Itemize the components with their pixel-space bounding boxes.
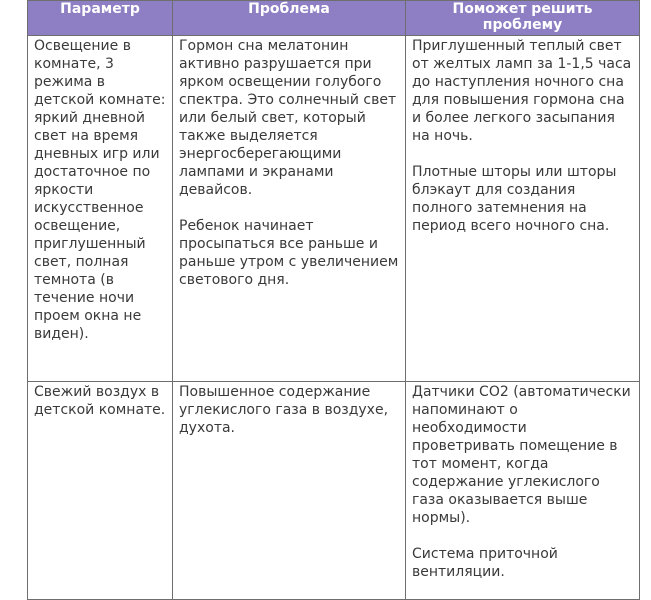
- cell-text: Плотные шторы или шторы блэкаут для создания полного затемнения на период всего ночного сна.: [412, 164, 617, 234]
- cell-text: Свежий воздух в детской комнате.: [34, 384, 166, 418]
- air-problem-cell: [173, 382, 406, 600]
- table-row: [28, 36, 640, 382]
- air-parameter-cell: [28, 382, 173, 600]
- cell-text: Освещение в комнате, 3 режима в детской комнате: яркий дневной свет на время дневных игр или достаточное по яркости искусственное освещение, приглушенный свет, полная темнота (в течение ночи проем окна не виден).: [34, 38, 166, 342]
- air-solution-cell: [406, 382, 640, 600]
- header-parameter: Параметр: [28, 1, 173, 36]
- cell-text: Приглушенный теплый свет от желтых ламп за 1-1,5 часа до наступления ночного сна для повышения гормона сна и более легкого засыпания на ночь.: [412, 38, 632, 144]
- lighting-problem-cell: [173, 36, 406, 382]
- table-row: [28, 382, 640, 600]
- cell-text: Повышенное содержание углекислого газа в воздухе, духота.: [179, 384, 389, 436]
- cell-text: Датчики СО2 (автоматически напоминают о необходимости проветривать помещение в тот момент, когда содержание углекислого газа оказывается выше нормы).: [412, 384, 631, 526]
- cell-text: Ребенок начинает просыпаться все раньше и раньше утром с увеличением светового дня.: [179, 218, 399, 288]
- header-row: [28, 1, 640, 36]
- lighting-solution-cell: [406, 36, 640, 382]
- header-problem: Проблема: [173, 1, 406, 36]
- cell-text: Гормон сна мелатонин активно разрушается при ярком освещении голубого спектра. Это солнечный свет или белый свет, который также выделяется энергосберегающими лампами и экранами девайсов.: [179, 38, 397, 198]
- sleep-factors-table: [27, 0, 640, 600]
- lighting-parameter-cell: [28, 36, 173, 382]
- cell-text: Система приточной вентиляции.: [412, 546, 558, 580]
- header-solution: Поможет решить проблему: [406, 1, 640, 36]
